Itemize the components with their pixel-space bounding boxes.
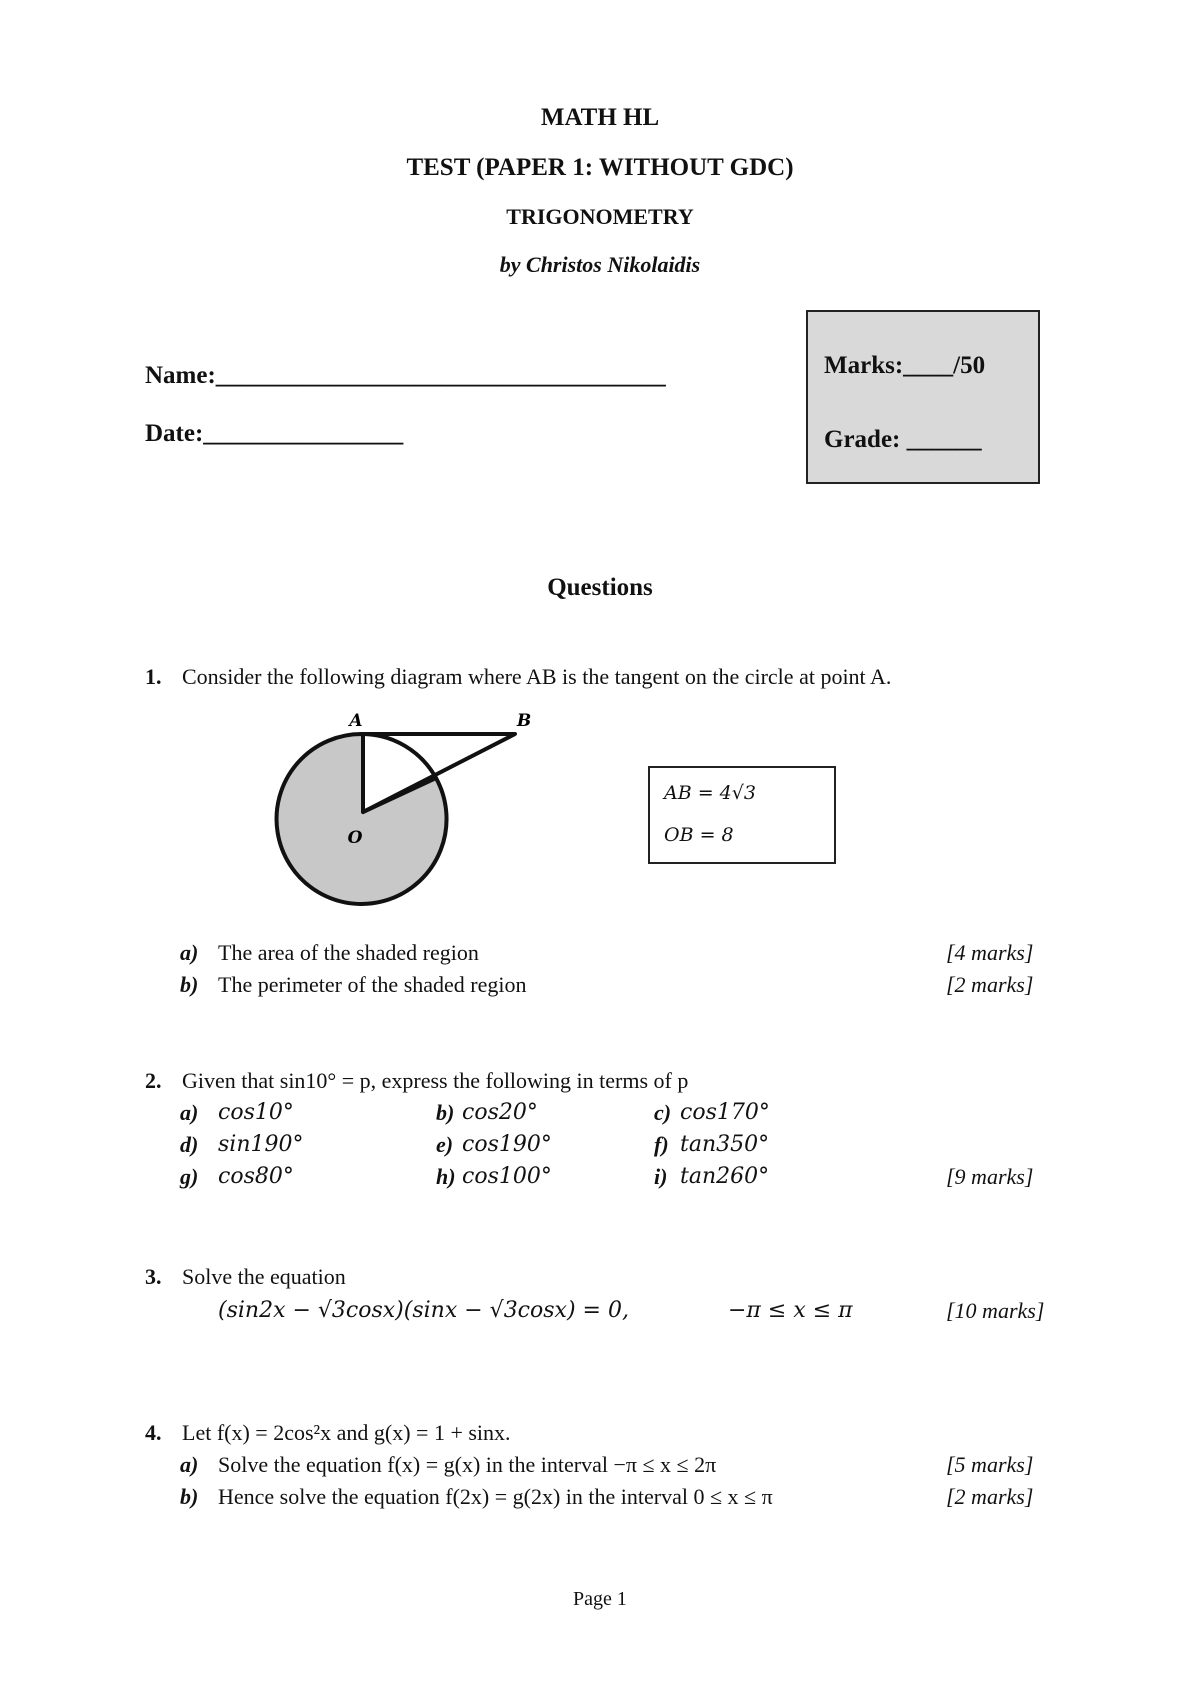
name-field[interactable]: Name:____________________________________ <box>145 362 666 389</box>
q4a-label: a) <box>180 1452 199 1477</box>
q3-number: 3. <box>145 1264 162 1289</box>
q2i-label: i) <box>654 1164 668 1189</box>
q2-text: Given that sin10° = p, express the following in terms of p <box>182 1068 689 1093</box>
q2i-expr: tan260° <box>680 1164 770 1189</box>
q1-number: 1. <box>145 664 162 689</box>
test-title: TEST (PAPER 1: WITHOUT GDC) <box>406 154 794 181</box>
questions-heading: Questions <box>547 574 653 601</box>
q1b-label: b) <box>180 972 199 997</box>
q2e-expr: cos190° <box>462 1132 552 1157</box>
q2-number: 2. <box>145 1068 162 1093</box>
q2g-label: g) <box>180 1164 199 1189</box>
q3-equation: (sin2x − √3cosx)(sinx − √3cosx) = 0, <box>218 1298 629 1323</box>
label-o: O <box>347 828 363 848</box>
marks-field[interactable]: Marks:____/50 <box>824 352 986 379</box>
author-byline: by Christos Nikolaidis <box>499 252 701 277</box>
given-ob: OB = 8 <box>664 824 734 846</box>
grade-field[interactable]: Grade: ______ <box>824 426 982 453</box>
q4b-label: b) <box>180 1484 199 1509</box>
q4b-marks: [2 marks] <box>946 1484 1034 1509</box>
given-ab: AB = 4√3 <box>664 782 756 804</box>
topic-title: TRIGONOMETRY <box>506 204 694 229</box>
q2e-label: e) <box>436 1132 454 1157</box>
q2h-expr: cos100° <box>462 1164 552 1189</box>
course-title: MATH HL <box>540 104 660 131</box>
q2b-expr: cos20° <box>462 1100 538 1125</box>
q4a-text: Solve the equation f(x) = g(x) in the interval −π ≤ x ≤ 2π <box>218 1452 717 1477</box>
q2d-label: d) <box>180 1132 199 1157</box>
q2a-expr: cos10° <box>218 1100 294 1125</box>
q1b-text: The perimeter of the shaded region <box>218 972 527 997</box>
q2c-expr: cos170° <box>680 1100 770 1125</box>
q2d-expr: sin190° <box>218 1132 304 1157</box>
q2f-label: f) <box>654 1132 669 1157</box>
q2f-expr: tan350° <box>680 1132 770 1157</box>
q3-interval: −π ≤ x ≤ π <box>728 1298 853 1323</box>
page-number: Page 1 <box>573 1588 627 1610</box>
q3-text: Solve the equation <box>182 1264 346 1289</box>
q2g-expr: cos80° <box>218 1164 294 1189</box>
q1a-text: The area of the shaded region <box>218 940 479 965</box>
q2a-label: a) <box>180 1100 199 1125</box>
marks-grade-box <box>806 310 1040 484</box>
q1a-marks: [4 marks] <box>946 940 1034 965</box>
date-field[interactable]: Date:________________ <box>145 420 404 447</box>
unshaded-arc <box>363 734 436 778</box>
q1a-label: a) <box>180 940 199 965</box>
label-a: A <box>349 711 363 731</box>
q3-marks: [10 marks] <box>946 1298 1045 1323</box>
q1-circle-tangent-diagram <box>260 708 540 908</box>
q4a-marks: [5 marks] <box>946 1452 1034 1477</box>
q1-given-box <box>648 766 836 864</box>
q4-text: Let f(x) = 2cos²x and g(x) = 1 + sinx. <box>182 1420 511 1445</box>
label-b: B <box>516 711 532 731</box>
q4b-text: Hence solve the equation f(2x) = g(2x) in the interval 0 ≤ x ≤ π <box>218 1484 773 1509</box>
q1-text: Consider the following diagram where AB is the tangent on the circle at point A. <box>182 664 892 689</box>
q4-number: 4. <box>145 1420 162 1445</box>
q2-marks: [9 marks] <box>946 1164 1034 1189</box>
q2c-label: c) <box>654 1100 672 1125</box>
q2b-label: b) <box>436 1100 455 1125</box>
q1b-marks: [2 marks] <box>946 972 1034 997</box>
q2h-label: h) <box>436 1164 456 1189</box>
